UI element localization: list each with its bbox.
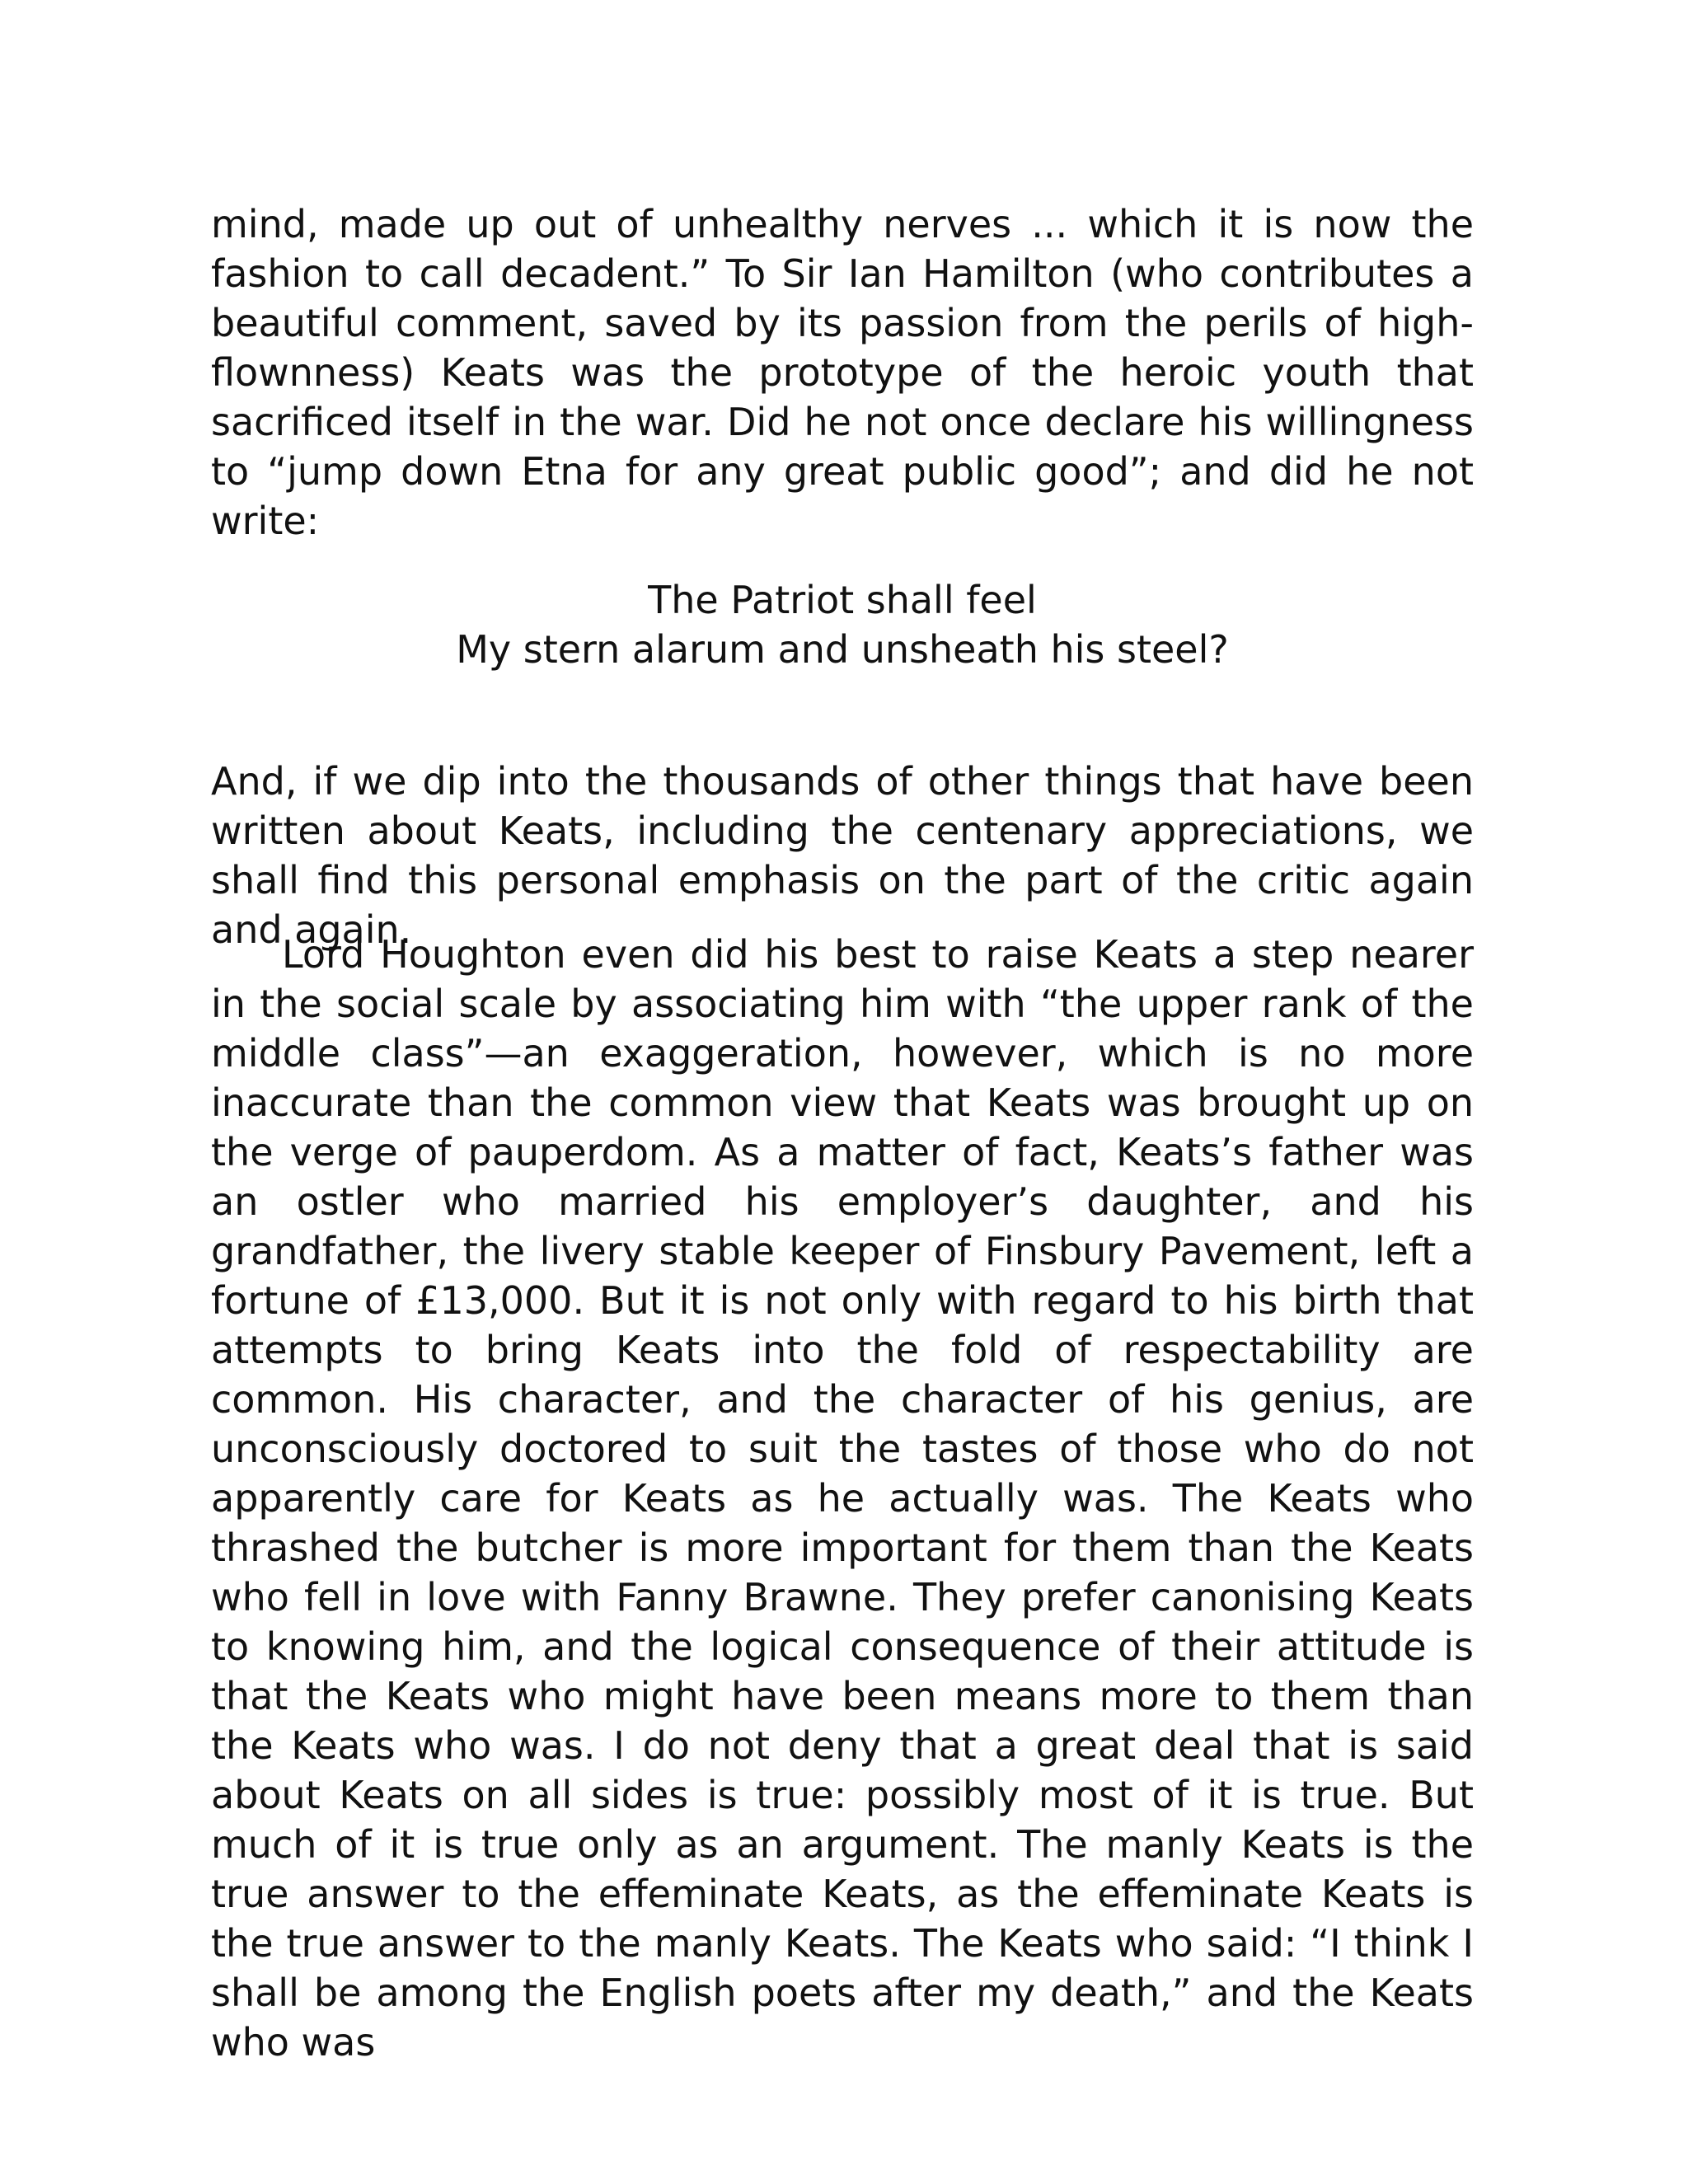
- verse-line-2: My stern alarum and unsheath his steel?: [456, 627, 1229, 672]
- paragraph-3: Lord Houghton even did his best to raise Keats a step nearer in the social scale by associating him with “the upper rank of the middle class”—an exaggeration, however, which is no more inaccurate than the common view that Keats was brought up on the verge of pauperdom. As a matter of fact, Keats’s father was an ostler who married his employer’s daughter, and his grandfather, the livery stable keeper of Finsbury Pavement, left a fortune of £13,000. But it is not only with regard to his birth that attempts to bring Keats into the fold of respectability are common. His character, and the character of his genius, are unconsciously doctored to suit the tastes of those who do not apparently care for Keats as he actually was. The Keats who thrashed the butcher is more important for them than the Keats who fell in love with Fanny Brawne. They prefer canonising Keats to knowing him, and the logical consequence of their attitude is that the Keats who might have been means more to them than the Keats who was. I do not deny that a great deal that is said about Keats on all sides is true: possibly most of it is true. But much of it is true only as an argument. The manly Keats is the true answer to the effeminate Keats, as the effeminate Keats is the true answer to the manly Keats. The Keats who said: “I think I shall be among the English poets after my death,” and the Keats who was: [211, 932, 1474, 2064]
- verse-quotation: [211, 575, 1474, 674]
- paragraph-2: And, if we dip into the thousands of other things that have been written about Keats, including the centenary appreciations, we shall find this personal emphasis on the part of the critic again and again.: [211, 759, 1474, 952]
- paragraph-1: mind, made up out of unhealthy nerves ... which it is now the fashion to call decadent.” To Sir Ian Hamilton (who contributes a beautiful comment, saved by its passion from the perils of high-flownness) Keats was the prototype of the heroic youth that sacrificed itself in the war. Did he not once declare his willingness to “jump down Etna for any great public good”; and did he not write:: [211, 202, 1474, 543]
- verse-line-1: The Patriot shall feel: [648, 578, 1037, 622]
